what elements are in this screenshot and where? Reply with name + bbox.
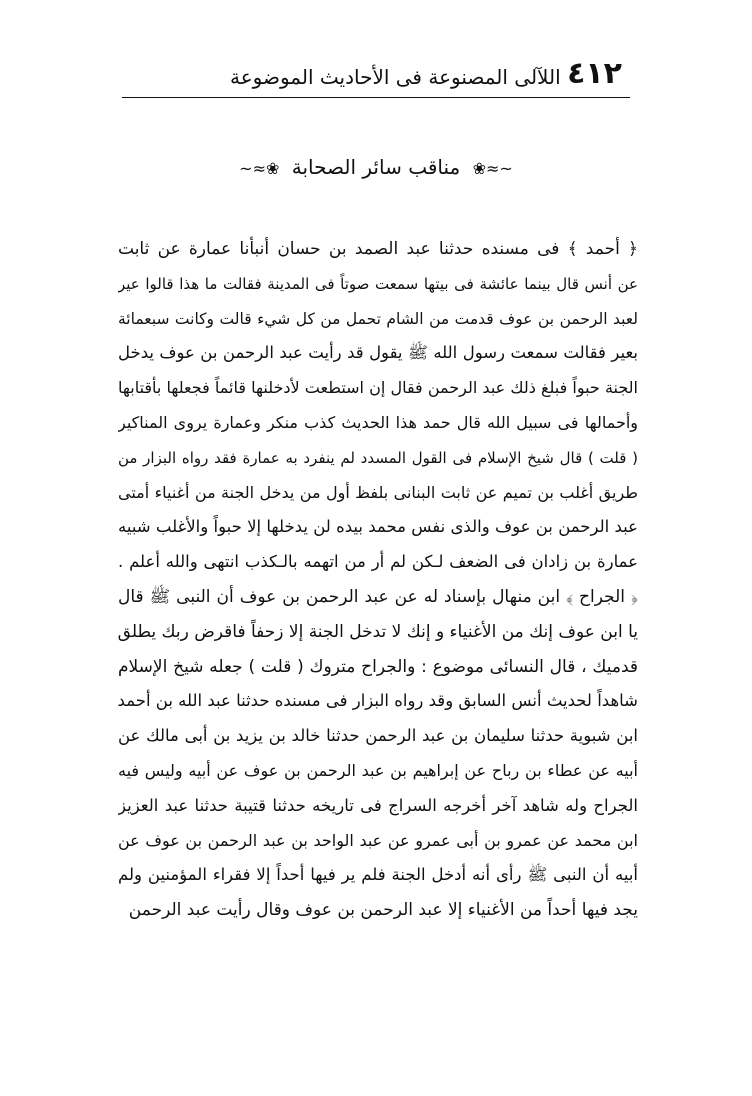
text-line: ﴿ الجراح ﴾ ابن منهال بإسناد له عن عبد الرحمن بن عوف أن النبى ﷺ قال bbox=[118, 586, 638, 607]
text-line: أبيه عن عطاء بن رباح عن إبراهيم بن عبد الرحمن بن عوف عن أبيه وليس فيه bbox=[118, 760, 638, 780]
text-line: وأحمالها فى سبيل الله قال حمد هذا الحديث كذب منكر وعمارة يروى المناكير bbox=[118, 412, 638, 432]
text-line: طريق أغلب بن تميم عن ثابت البنانى بلفظ أول من يدخل الجنة من أغنياء أمتى bbox=[118, 482, 638, 502]
section-heading bbox=[0, 152, 752, 184]
text-line: قدميك ، قال النسائى موضوع : والجراح متروك ( قلت ) جعله شيخ الإسلام bbox=[118, 656, 638, 677]
body-text bbox=[118, 232, 638, 928]
text-line: الجنة حبواً فبلغ ذلك عبد الرحمن فقال إن استطعت لأدخلنها قائماً فجعلها بأقتابها bbox=[118, 378, 638, 398]
text-line: شاهداً لحديث أنس السابق وقد رواه البزار فى مسنده حدثنا عبد الله بن أحمد bbox=[118, 691, 638, 711]
text-line: يجد فيها أحداً من الأغنياء إلا عبد الرحمن بن عوف وقال رأيت عبد الرحمن bbox=[128, 900, 638, 921]
text-line: أبيه أن النبى ﷺ رأى أنه أدخل الجنة فلم ير فيها أحداً إلا فقراء المؤمنين ولم bbox=[118, 865, 638, 885]
text-line: ابن محمد عن عمرو بن أبى عمرو عن عبد الواحد بن عبد الرحمن بن عوف عن bbox=[118, 830, 638, 850]
text-line: عن أنس قال بينما عائشة فى بيتها سمعت صوتاً فى المدينة فقالت ما هذا قالوا عير bbox=[118, 274, 638, 293]
text-line: لعبد الرحمن بن عوف قدمت من الشام تحمل من كل شيء قالت وكانت سبعمائة bbox=[118, 309, 638, 328]
text-line: الجراح وله شاهد آخر أخرجه السراج فى تاريخه حدثنا قتيبة حدثنا عبد العزيز bbox=[118, 795, 638, 815]
text-line: يا ابن عوف إنك من الأغنياء و إنك لا تدخل الجنة إلا زحفاً فاقرض ربك يطلق bbox=[118, 621, 638, 642]
page-header bbox=[122, 52, 630, 98]
text-line: عمارة بن زادان فى الضعف لـكن لم أر من اتهمه بالـكذب انتهى والله أعلم . bbox=[118, 552, 638, 572]
ornament-left: ❀≈~ bbox=[239, 159, 280, 178]
text-line: بعير فقالت سمعت رسول الله ﷺ يقول قد رأيت عبد الرحمن بن عوف يدخل bbox=[118, 343, 638, 363]
text-line: ( قلت ) قال شيخ الإسلام فى القول المسدد لم ينفرد به عمارة فقد رواه البزار من bbox=[118, 448, 638, 467]
text-line: ابن شبوية حدثنا سليمان بن عبد الرحمن حدثنا خالد بن يزيد بن أبى مالك عن bbox=[118, 726, 638, 746]
text-line: عبد الرحمن بن عوف والذى نفس محمد بيده لن يدخلها إلا حبواً والأغلب شبيه bbox=[118, 517, 638, 537]
section-title: مناقب سائر الصحابة bbox=[291, 155, 461, 179]
header-rule bbox=[122, 97, 630, 98]
running-title: اللآلى المصنوعة فى الأحاديث الموضوعة bbox=[230, 65, 561, 89]
ornament-right: ~≈❀ bbox=[472, 159, 513, 178]
text-line: ﴿ أحمد ﴾ فى مسنده حدثنا عبد الصمد بن حسان أنبأنا عمارة عن ثابت bbox=[118, 239, 638, 259]
page-number: ٤١٢ bbox=[567, 56, 622, 91]
